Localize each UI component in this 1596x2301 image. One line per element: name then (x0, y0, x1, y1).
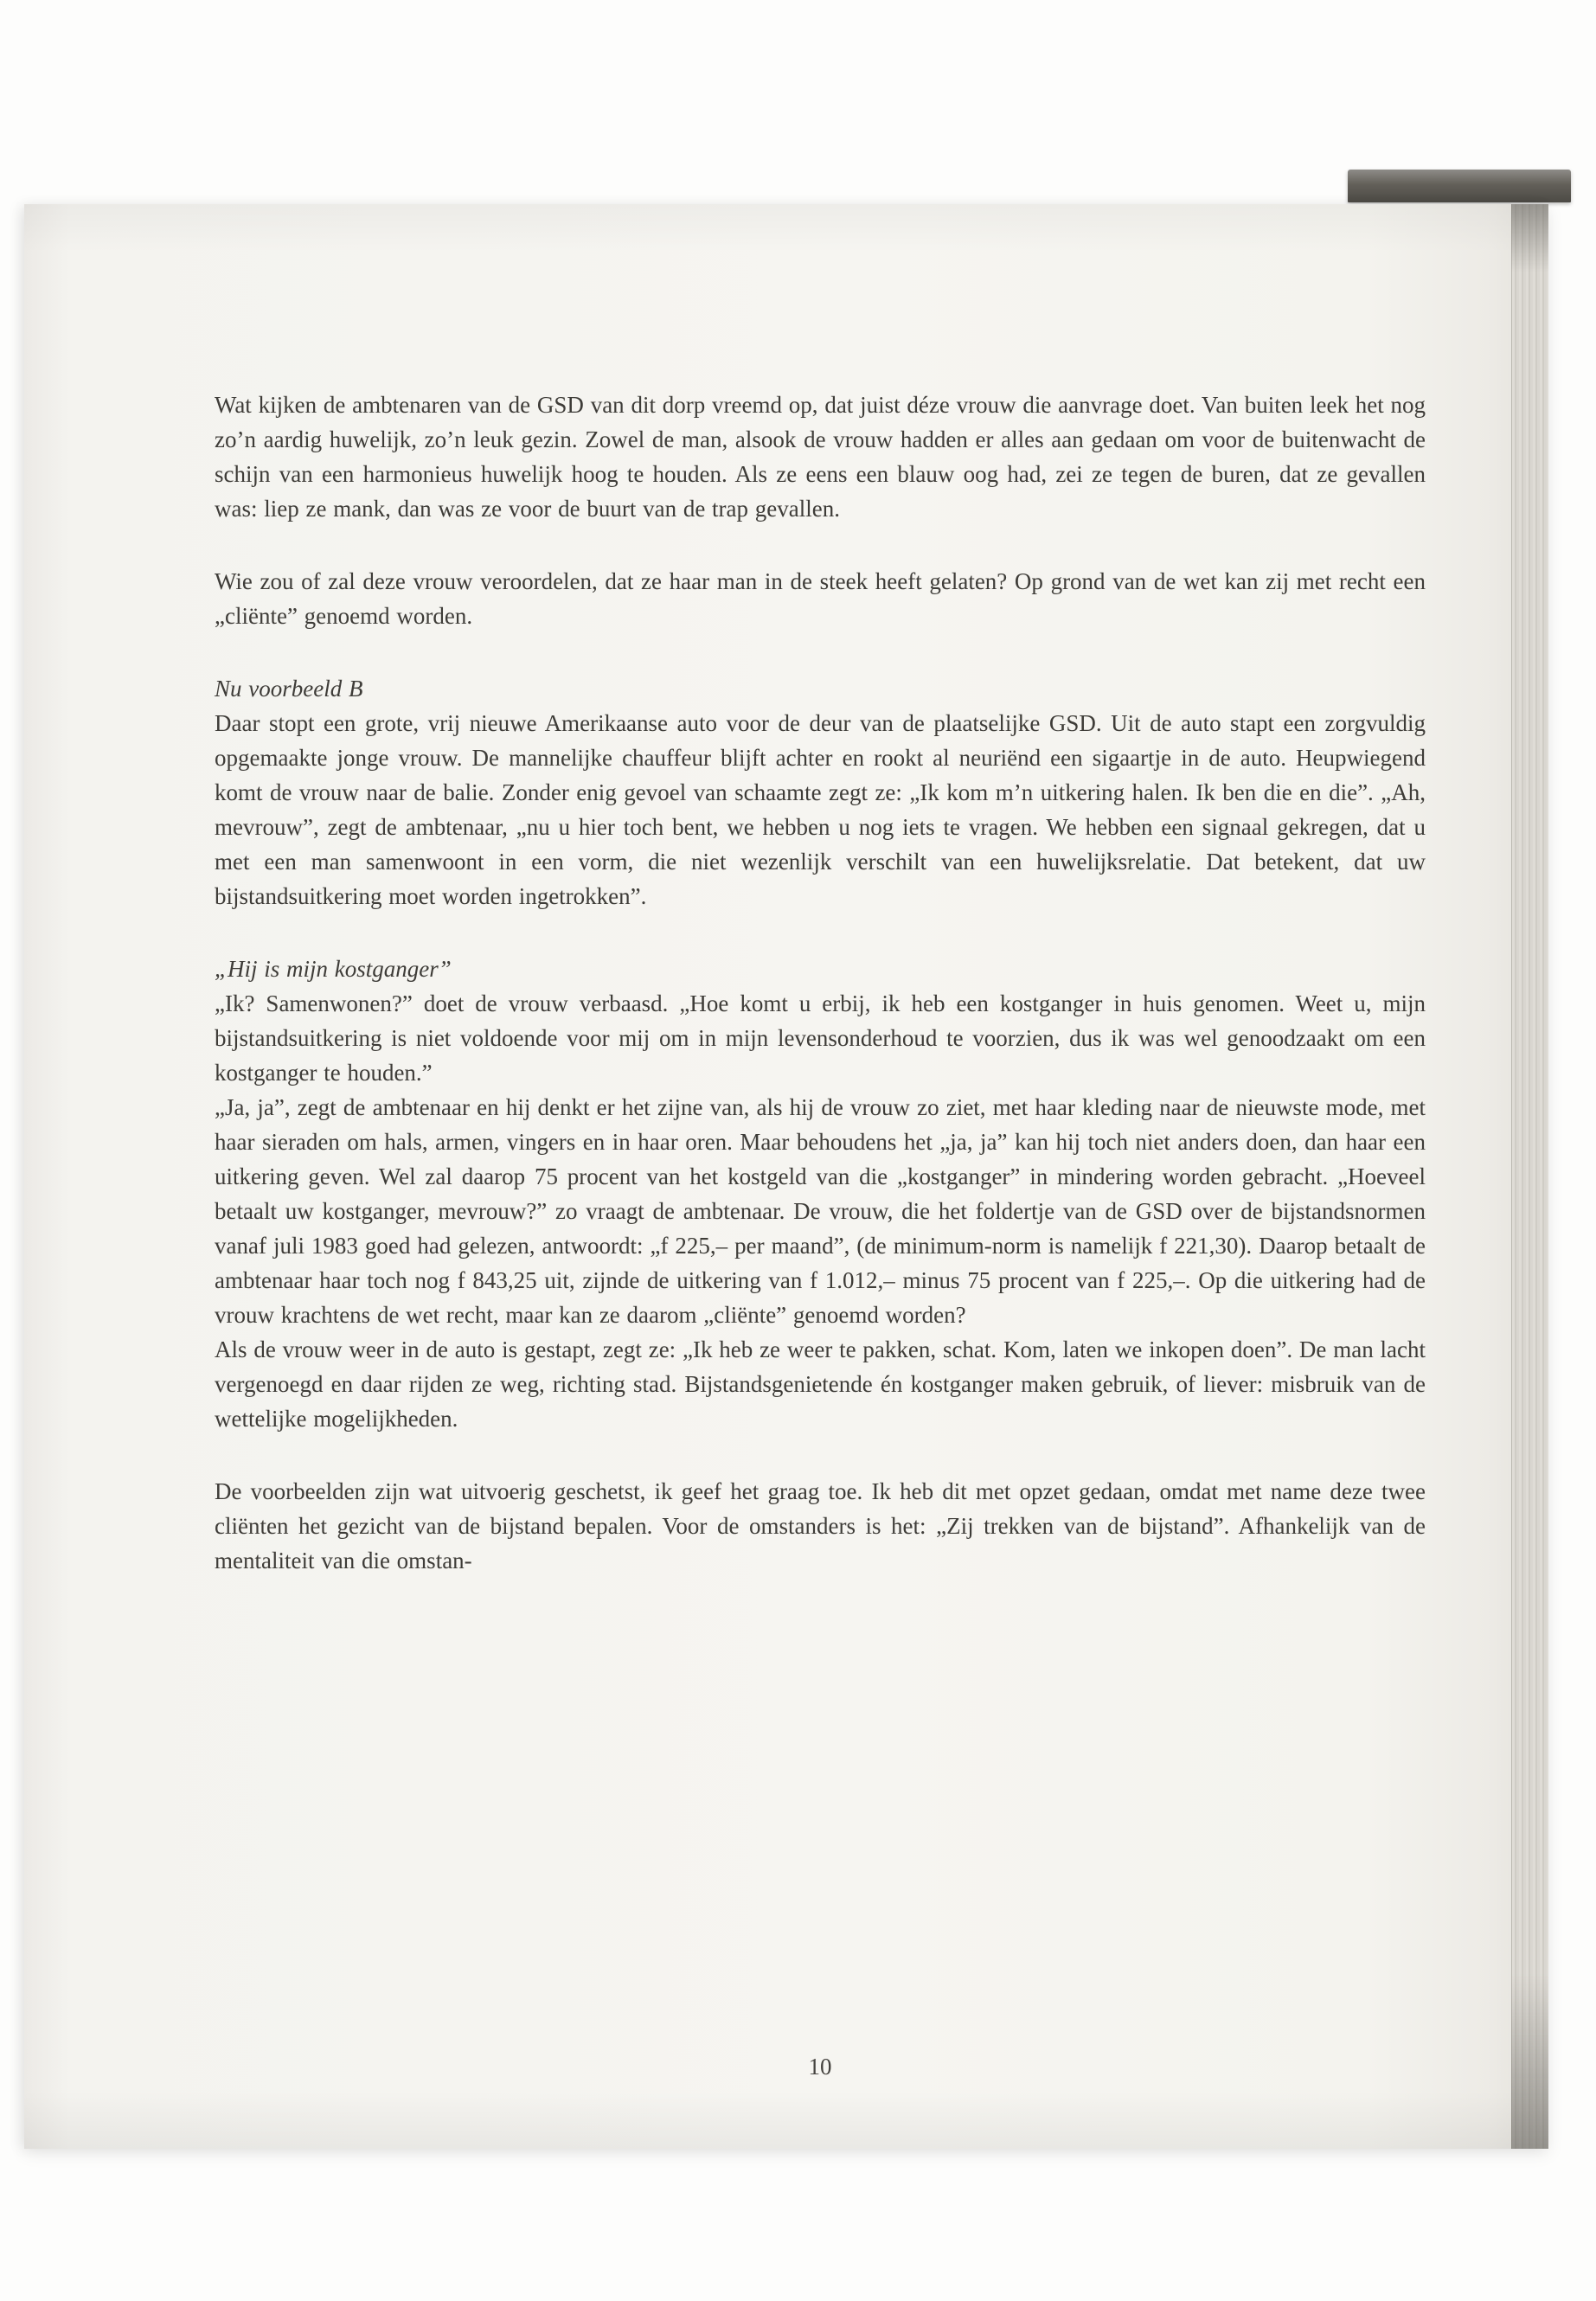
paragraph: Als de vrouw weer in de auto is gestapt, zegt ze: „Ik heb ze weer te pakken, schat. Kom, laten we inkopen doen”. De man lacht vergenoegd en daar rijden ze weg, richting stad. Bijstandsgenietende én kostganger maken gebruik, of liever: misbruik van de wettelijke mogelijkheden. (215, 1336, 1426, 1432)
book-cover-edge (1348, 170, 1571, 202)
page-number: 10 (808, 2054, 832, 2080)
text-column (215, 388, 1426, 1578)
section-heading: Nu voorbeeld B (215, 676, 363, 702)
paragraph: Daar stopt een grote, vrij nieuwe Amerikaanse auto voor de deur van de plaatselijke GSD. Uit de auto stapt een zorgvuldig opgemaakte jonge vrouw. De mannelijke chauffeur blijft achter en rookt al neuriënd een sigaartje in de auto. Heupwiegend komt de vrouw naar de balie. Zonder enig gevoel van schaamte zegt ze: „Ik kom m’n uitkering halen. Ik ben die en die”. „Ah, mevrouw”, zegt de ambtenaar, „nu u hier toch bent, we hebben u nog iets te vragen. We hebben een signaal gekregen, dat u met een man samenwoont in een vorm, die niet wezenlijk verschilt van een huwelijksrelatie. Dat betekent, dat uw bijstandsuitkering moet worden ingetrokken”. (215, 710, 1426, 909)
book-page-edges (1511, 204, 1548, 2149)
paragraph: „Ik? Samenwonen?” doet de vrouw verbaasd. „Hoe komt u erbij, ik heb een kostganger in huis genomen. Weet u, mijn bijstandsuitkering is niet voldoende voor mij om in mijn levensonderhoud te voorzien, dus ik was wel genoodzaakt om een kostganger te houden.” (215, 990, 1426, 1086)
page (24, 204, 1548, 2149)
paragraph: Wat kijken de ambtenaren van de GSD van dit dorp vreemd op, dat juist déze vrouw die aanvrage doet. Van buiten leek het nog zo’n aardig huwelijk, zo’n leuk gezin. Zowel de man, alsook de vrouw hadden er alles aan gedaan om voor de buitenwacht de schijn van een harmonieus huwelijk hoog te houden. Als ze eens een blauw oog had, zei ze tegen de buren, dat ze gevallen was: liep ze mank, dan was ze voor de buurt van de trap gevallen. (215, 392, 1426, 522)
paragraph: De voorbeelden zijn wat uitvoerig geschetst, ik geef het graag toe. Ik heb dit met opzet gedaan, omdat met name deze twee cliënten het gezicht van de bijstand bepalen. Voor de omstanders is het: „Zij trekken van de bijstand”. Afhankelijk van de mentaliteit van die omstan- (215, 1478, 1426, 1574)
paragraph: „Ja, ja”, zegt de ambtenaar en hij denkt er het zijne van, als hij de vrouw zo ziet, met haar kleding naar de nieuwste mode, met haar sieraden om hals, armen, vingers en in haar oren. Maar behoudens het „ja, ja” kan hij toch niet anders doen, dan haar een uitkering geven. Wel zal daarop 75 procent van het kostgeld van die „kostganger” in mindering worden gebracht. „Hoeveel betaalt uw kostganger, mevrouw?” zo vraagt de ambtenaar. De vrouw, die het foldertje van de GSD over de bijstandsnormen vanaf juli 1983 goed had gelezen, antwoordt: „f 225,– per maand”, (de minimum-norm is namelijk f 221,30). Daarop betaalt de ambtenaar haar toch nog f 843,25 uit, zijnde de uitkering van f 1.012,– minus 75 procent van f 225,–. Op die uitkering had de vrouw krachtens de wet recht, maar kan ze daarom „cliënte” genoemd worden? (215, 1094, 1426, 1328)
section-heading: „Hij is mijn kostganger” (215, 956, 452, 982)
paragraph: Wie zou of zal deze vrouw veroordelen, dat ze haar man in de steek heeft gelaten? Op grond van de wet kan zij met recht een „cliënte” genoemd worden. (215, 568, 1426, 629)
